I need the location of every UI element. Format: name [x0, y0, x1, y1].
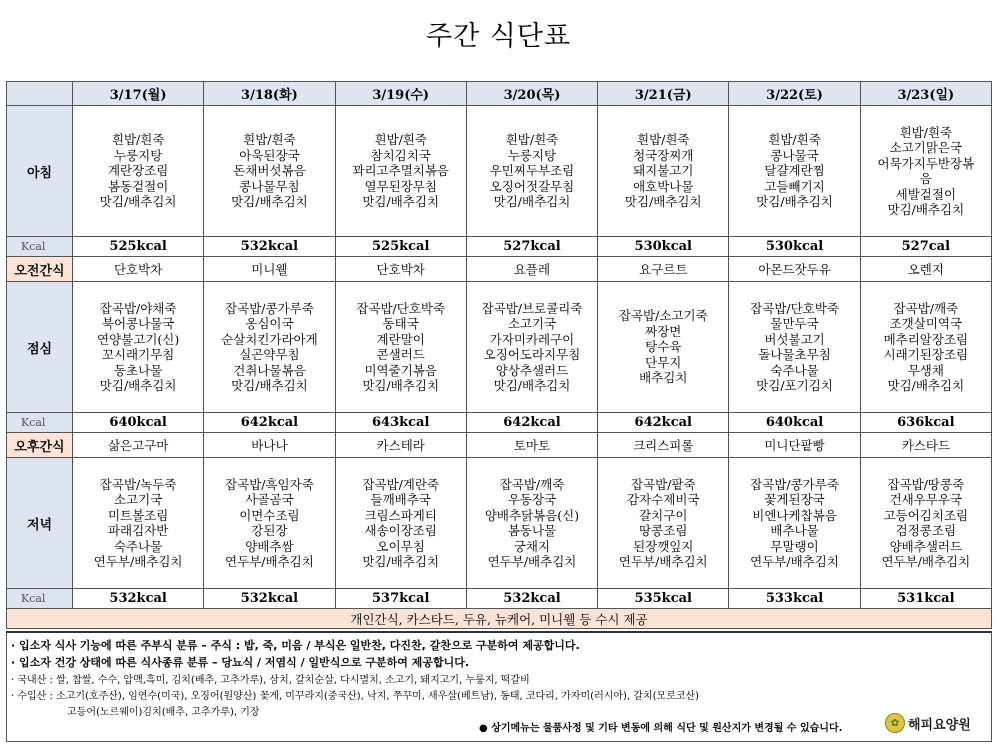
menu-item: 청국장찌개	[633, 147, 694, 163]
menu-item: 흰밥/흰죽	[111, 132, 165, 148]
snack-cell: 카스타드	[860, 433, 991, 458]
menu-item: 달걀계란찜	[764, 163, 825, 179]
logo-icon: ✿	[885, 713, 905, 733]
menu-item: 애호박나물	[633, 178, 694, 194]
menu-item: 잡곡밥/녹두죽	[99, 476, 177, 492]
menu-item: 어묵가지두반장볶	[877, 155, 975, 171]
menu-cell	[860, 106, 991, 237]
kcal-value: 525kcal	[73, 237, 204, 257]
lunch-label: 점심	[7, 282, 73, 413]
menu-item: 맛김/배추김치	[231, 194, 308, 210]
menu-cell	[73, 458, 204, 589]
menu-item: 잡곡밥/계란죽	[362, 476, 440, 492]
menu-cell	[729, 106, 860, 237]
menu-item: 새송이장조림	[364, 523, 437, 538]
menu-item: 맛김/배추김치	[362, 554, 440, 569]
menu-item: 오이무침	[376, 538, 425, 554]
menu-table	[6, 81, 992, 629]
menu-item: 꼬시래기무침	[101, 347, 175, 362]
snack-cell: 단호박차	[335, 257, 466, 282]
menu-item: 흰밥/흰죽	[243, 132, 296, 148]
menu-item: 돼지불고기	[633, 163, 694, 179]
menu-item: 맛김/배추김치	[493, 378, 571, 393]
menu-item: 잡곡밥/콩가루죽	[225, 300, 314, 316]
menu-item: 북어콩나물국	[101, 316, 175, 331]
menu-item: 검정콩조림	[895, 523, 957, 538]
snack-cell: 오렌지	[860, 257, 991, 282]
menu-item: 소고기맑은국	[889, 140, 963, 155]
menu-item: 숙주나물	[770, 362, 819, 378]
snack-cell: 미니단팥빵	[729, 433, 860, 458]
menu-item: 계란장조림	[107, 163, 169, 179]
corner-cell	[7, 82, 73, 106]
kcal-value: 532kcal	[204, 589, 335, 609]
menu-item: 동초나물	[113, 362, 163, 378]
menu-item: 잡곡밥/깨죽	[499, 476, 565, 492]
menu-item: 우민찌두부조림	[489, 163, 575, 179]
menu-item: 양배추쌈	[245, 538, 294, 554]
menu-item: 열무된장무침	[364, 178, 437, 194]
menu-item: 가자미카레구이	[489, 331, 575, 347]
menu-item: 시래기된장조림	[883, 347, 969, 362]
menu-cell	[204, 458, 335, 589]
kcal-value: 531kcal	[860, 589, 991, 609]
menu-item: 세발겉절이	[895, 186, 957, 202]
menu-cell	[73, 282, 204, 413]
menu-item: 이면수조림	[239, 507, 300, 523]
snack-cell: 크리스피롤	[598, 433, 729, 458]
menu-item: 연두부/배추김치	[93, 554, 183, 569]
kcal-value: 636kcal	[860, 413, 991, 433]
menu-item: 꽃게된장국	[764, 492, 825, 507]
pm-snack-label: 오후간식	[7, 433, 73, 458]
menu-cell	[860, 282, 991, 413]
menu-item: 맛김/배추김치	[624, 194, 702, 210]
menu-item: 고등어김치조림	[883, 507, 969, 523]
menu-item: 짜장면	[645, 323, 682, 339]
menu-item: 흰밥/흰죽	[637, 132, 690, 148]
menu-cell	[466, 282, 597, 413]
menu-item: 궁채지	[513, 538, 551, 554]
menu-cell	[860, 458, 991, 589]
menu-item: 맛김/배추김치	[362, 378, 440, 393]
breakfast-row	[7, 106, 992, 237]
menu-item: 봄동나물	[507, 523, 557, 538]
menu-item: 누룽지탕	[507, 147, 557, 163]
menu-item: 아욱된장국	[239, 147, 300, 163]
menu-item: 물만두국	[770, 316, 819, 331]
menu-item: 연두부/배추김치	[881, 554, 971, 569]
menu-item: 봄동겉절이	[107, 178, 169, 194]
menu-cell	[598, 458, 729, 589]
kcal-value: 532kcal	[73, 589, 204, 609]
menu-item: 잡곡밥/깨죽	[893, 300, 959, 316]
menu-item: 계란말이	[376, 331, 425, 347]
menu-item: 배추나물	[770, 523, 819, 538]
kcal-value: 533kcal	[729, 589, 860, 609]
menu-item: 갈치구이	[639, 507, 688, 523]
am-snack-label: 오전간식	[7, 257, 73, 282]
menu-item: 순살치킨가라아게	[221, 331, 318, 347]
snack-cell: 요플레	[466, 257, 597, 282]
kcal-value: 535kcal	[598, 589, 729, 609]
snack-cell: 아몬드잣두유	[729, 257, 860, 282]
breakfast-label: 아침	[7, 106, 73, 237]
menu-item: 숙주나물	[113, 538, 163, 554]
menu-item: 잡곡밥/콩가루죽	[750, 476, 839, 492]
menu-item: 우동장국	[507, 492, 557, 507]
menu-item: 양배추닭볶음(신)	[484, 507, 580, 523]
menu-item: 미역줄기볶음	[364, 362, 437, 378]
menu-item: 오징어젓갈무침	[489, 178, 575, 194]
footer-line: · 국내산 : 쌀, 찹쌀, 수수, 압맥,흑미, 김치(배추, 고추가루), 삼치, 갈치순살, 다시멸치, 소고기, 돼지고기, 누룽지, 떡갈비	[11, 675, 530, 686]
menu-item: 양배추샐러드	[889, 538, 963, 554]
kcal-value: 530kcal	[598, 237, 729, 257]
menu-item: 동태국	[382, 316, 419, 331]
footer-notes	[6, 631, 992, 742]
kcal-value: 527cal	[860, 237, 991, 257]
snack-cell: 단호박차	[73, 257, 204, 282]
header-row	[7, 82, 992, 106]
kcal-value: 640kcal	[729, 413, 860, 433]
menu-item: 강된장	[251, 523, 288, 538]
logo-text: 해피요양원	[908, 717, 971, 733]
snack-cell: 미니웰	[204, 257, 335, 282]
footer-line: · 수입산 : 소고기(호주산), 임연수(미국), 오징어(원양산) 꽃게, 미꾸라지(중국산), 낙지, 쭈꾸미, 새우살(베트남), 동태, 코다리, 가자미(러시아), 갈치(모로코산)	[11, 691, 700, 702]
menu-cell	[73, 106, 204, 237]
menu-item: 소고기국	[507, 316, 557, 331]
menu-item: 옹심이국	[245, 316, 294, 331]
day-header: 3/19(수)	[335, 82, 466, 106]
menu-item: 들깨배추국	[370, 492, 431, 507]
snack-cell: 토마토	[466, 433, 597, 458]
kcal-value: 642kcal	[598, 413, 729, 433]
footer-line: 고등어(노르웨이)김치(배추, 고추가루), 기장	[67, 707, 260, 718]
menu-cell	[598, 282, 729, 413]
day-header: 3/23(일)	[860, 82, 991, 106]
menu-cell	[335, 106, 466, 237]
day-header: 3/22(토)	[729, 82, 860, 106]
kcal-value: 642kcal	[204, 413, 335, 433]
menu-item: 맛김/배추김치	[99, 378, 177, 393]
menu-item: 잡곡밥/단호박죽	[750, 300, 839, 316]
dinner-row	[7, 458, 992, 589]
menu-item: 맛김/배추김치	[493, 194, 571, 210]
menu-item: 된장깻잎지	[633, 538, 694, 554]
menu-item: 콘샐러드	[376, 347, 425, 362]
menu-item: 맛김/배추김치	[756, 194, 833, 210]
menu-item: 실곤약무침	[239, 347, 300, 362]
kcal-value: 532kcal	[204, 237, 335, 257]
menu-item: 맛김/배추김치	[362, 194, 440, 210]
kcal-label: Kcal	[7, 413, 73, 433]
snack-cell: 삶은고구마	[73, 433, 204, 458]
logo	[885, 713, 971, 733]
menu-item: 무말랭이	[770, 538, 819, 554]
snack-cell: 요구르트	[598, 257, 729, 282]
menu-cell	[729, 458, 860, 589]
kcal-value: 532kcal	[466, 589, 597, 609]
dinner-label: 저녁	[7, 458, 73, 589]
kcal-value: 537kcal	[335, 589, 466, 609]
menu-item: 연두부/배추김치	[487, 554, 577, 569]
menu-item: 메추리알장조림	[883, 331, 969, 347]
menu-item: 맛김/배추김치	[99, 194, 177, 210]
kcal-label: Kcal	[7, 589, 73, 609]
menu-item: 맛김/배추김치	[887, 202, 965, 217]
kcal-value: 527kcal	[466, 237, 597, 257]
menu-item: 음	[919, 171, 932, 186]
menu-item: 잡곡밥/단호박죽	[356, 300, 446, 316]
menu-item: 돈채버섯볶음	[233, 163, 306, 179]
menu-item: 돌나물초무침	[758, 347, 831, 362]
menu-item: 잡곡밥/야채죽	[99, 300, 177, 316]
menu-item: 잡곡밥/소고기죽	[618, 308, 708, 324]
breakfast-kcal-row	[7, 237, 992, 257]
pm-snack-row	[7, 433, 992, 458]
menu-item: 참치김치국	[370, 147, 431, 163]
menu-item: 건취나물볶음	[233, 362, 306, 378]
menu-cell	[335, 458, 466, 589]
menu-item: 콩나물무침	[239, 178, 300, 194]
menu-item: 연두부/배추김치	[225, 554, 314, 569]
menu-item: 누룽지탕	[113, 147, 163, 163]
menu-item: 오징어도라지무침	[483, 347, 581, 362]
footer-line: · 입소자 건강 상태에 따른 식사종류 분류 – 당뇨식 / 저염식 / 일반식으로 구분하여 제공합니다.	[11, 656, 470, 669]
menu-cell	[729, 282, 860, 413]
menu-item: 조갯살미역국	[889, 316, 963, 331]
day-header: 3/18(화)	[204, 82, 335, 106]
menu-item: 사골곰국	[245, 492, 294, 507]
menu-item: 맛김/포기김치	[756, 378, 833, 393]
kcal-value: 642kcal	[466, 413, 597, 433]
menu-item: 연양불고기(신)	[97, 331, 180, 347]
menu-item: 꽈리고추멸치볶음	[352, 163, 449, 179]
menu-item: 맛김/배추김치	[231, 378, 308, 393]
day-header: 3/20(목)	[466, 82, 597, 106]
menu-item: 잡곡밥/팥죽	[630, 476, 696, 492]
menu-cell	[204, 106, 335, 237]
menu-item: 양상추샐러드	[495, 362, 569, 378]
kcal-value: 530kcal	[729, 237, 860, 257]
am-snack-row	[7, 257, 992, 282]
menu-item: 배추김치	[639, 370, 688, 386]
menu-item: 잡곡밥/땅콩죽	[887, 476, 965, 492]
menu-item: 무생채	[907, 362, 944, 378]
menu-cell	[466, 458, 597, 589]
lunch-kcal-row	[7, 413, 992, 433]
menu-item: 흰밥/흰죽	[768, 132, 821, 148]
change-warning: ● 상기메뉴는 물품사정 및 기타 변동에 의해 식단 및 원산지가 변경될 수 있습니다.	[479, 723, 843, 734]
snack-cell: 카스테라	[335, 433, 466, 458]
menu-item: 땅콩조림	[639, 523, 688, 538]
menu-cell	[466, 106, 597, 237]
menu-item: 맛김/배추김치	[887, 378, 965, 393]
menu-item: 고들빼기지	[764, 178, 825, 194]
menu-item: 파래김자반	[107, 523, 169, 538]
menu-item: 감자수제비국	[627, 492, 700, 507]
snack-note: 개인간식, 카스타드, 두유, 뉴케어, 미니웰 등 수시 제공	[7, 609, 992, 629]
menu-item: 단무지	[645, 354, 682, 370]
menu-item: 연두부/배추김치	[750, 554, 839, 569]
menu-item: 탕수육	[645, 339, 682, 355]
menu-cell	[335, 282, 466, 413]
menu-item: 흰밥/흰죽	[505, 132, 559, 148]
dinner-kcal-row	[7, 589, 992, 609]
footer-line: · 입소자 식사 기능에 따른 주부식 분류 – 주식 : 밥, 죽, 미음 / 부식은 일반찬, 다진찬, 갈찬으로 구분하여 제공합니다.	[11, 639, 580, 652]
note-row	[7, 609, 992, 629]
menu-item: 버섯불고기	[764, 331, 825, 347]
menu-item: 잡곡밥/흑임자죽	[225, 476, 314, 492]
kcal-value: 640kcal	[73, 413, 204, 433]
page-title: 주간 식단표	[426, 21, 571, 52]
kcal-value: 525kcal	[335, 237, 466, 257]
day-header: 3/17(월)	[73, 82, 204, 106]
menu-item: 소고기국	[113, 492, 163, 507]
menu-cell	[598, 106, 729, 237]
day-header: 3/21(금)	[598, 82, 729, 106]
lunch-row	[7, 282, 992, 413]
menu-item: 크림스파게티	[364, 507, 437, 523]
menu-item: 미트볼조림	[107, 507, 169, 523]
kcal-value: 643kcal	[335, 413, 466, 433]
menu-item: 비엔나케찹볶음	[752, 507, 837, 523]
menu-item: 흰밥/흰죽	[374, 132, 427, 148]
menu-cell	[204, 282, 335, 413]
menu-item: 흰밥/흰죽	[899, 124, 953, 140]
menu-item: 잡곡밥/브로콜리죽	[481, 300, 583, 316]
menu-item: 콩나물국	[770, 147, 819, 163]
snack-cell: 바나나	[204, 433, 335, 458]
menu-item: 건새우무우국	[889, 492, 963, 507]
menu-item: 연두부/배추김치	[618, 554, 708, 569]
kcal-label: Kcal	[7, 237, 73, 257]
